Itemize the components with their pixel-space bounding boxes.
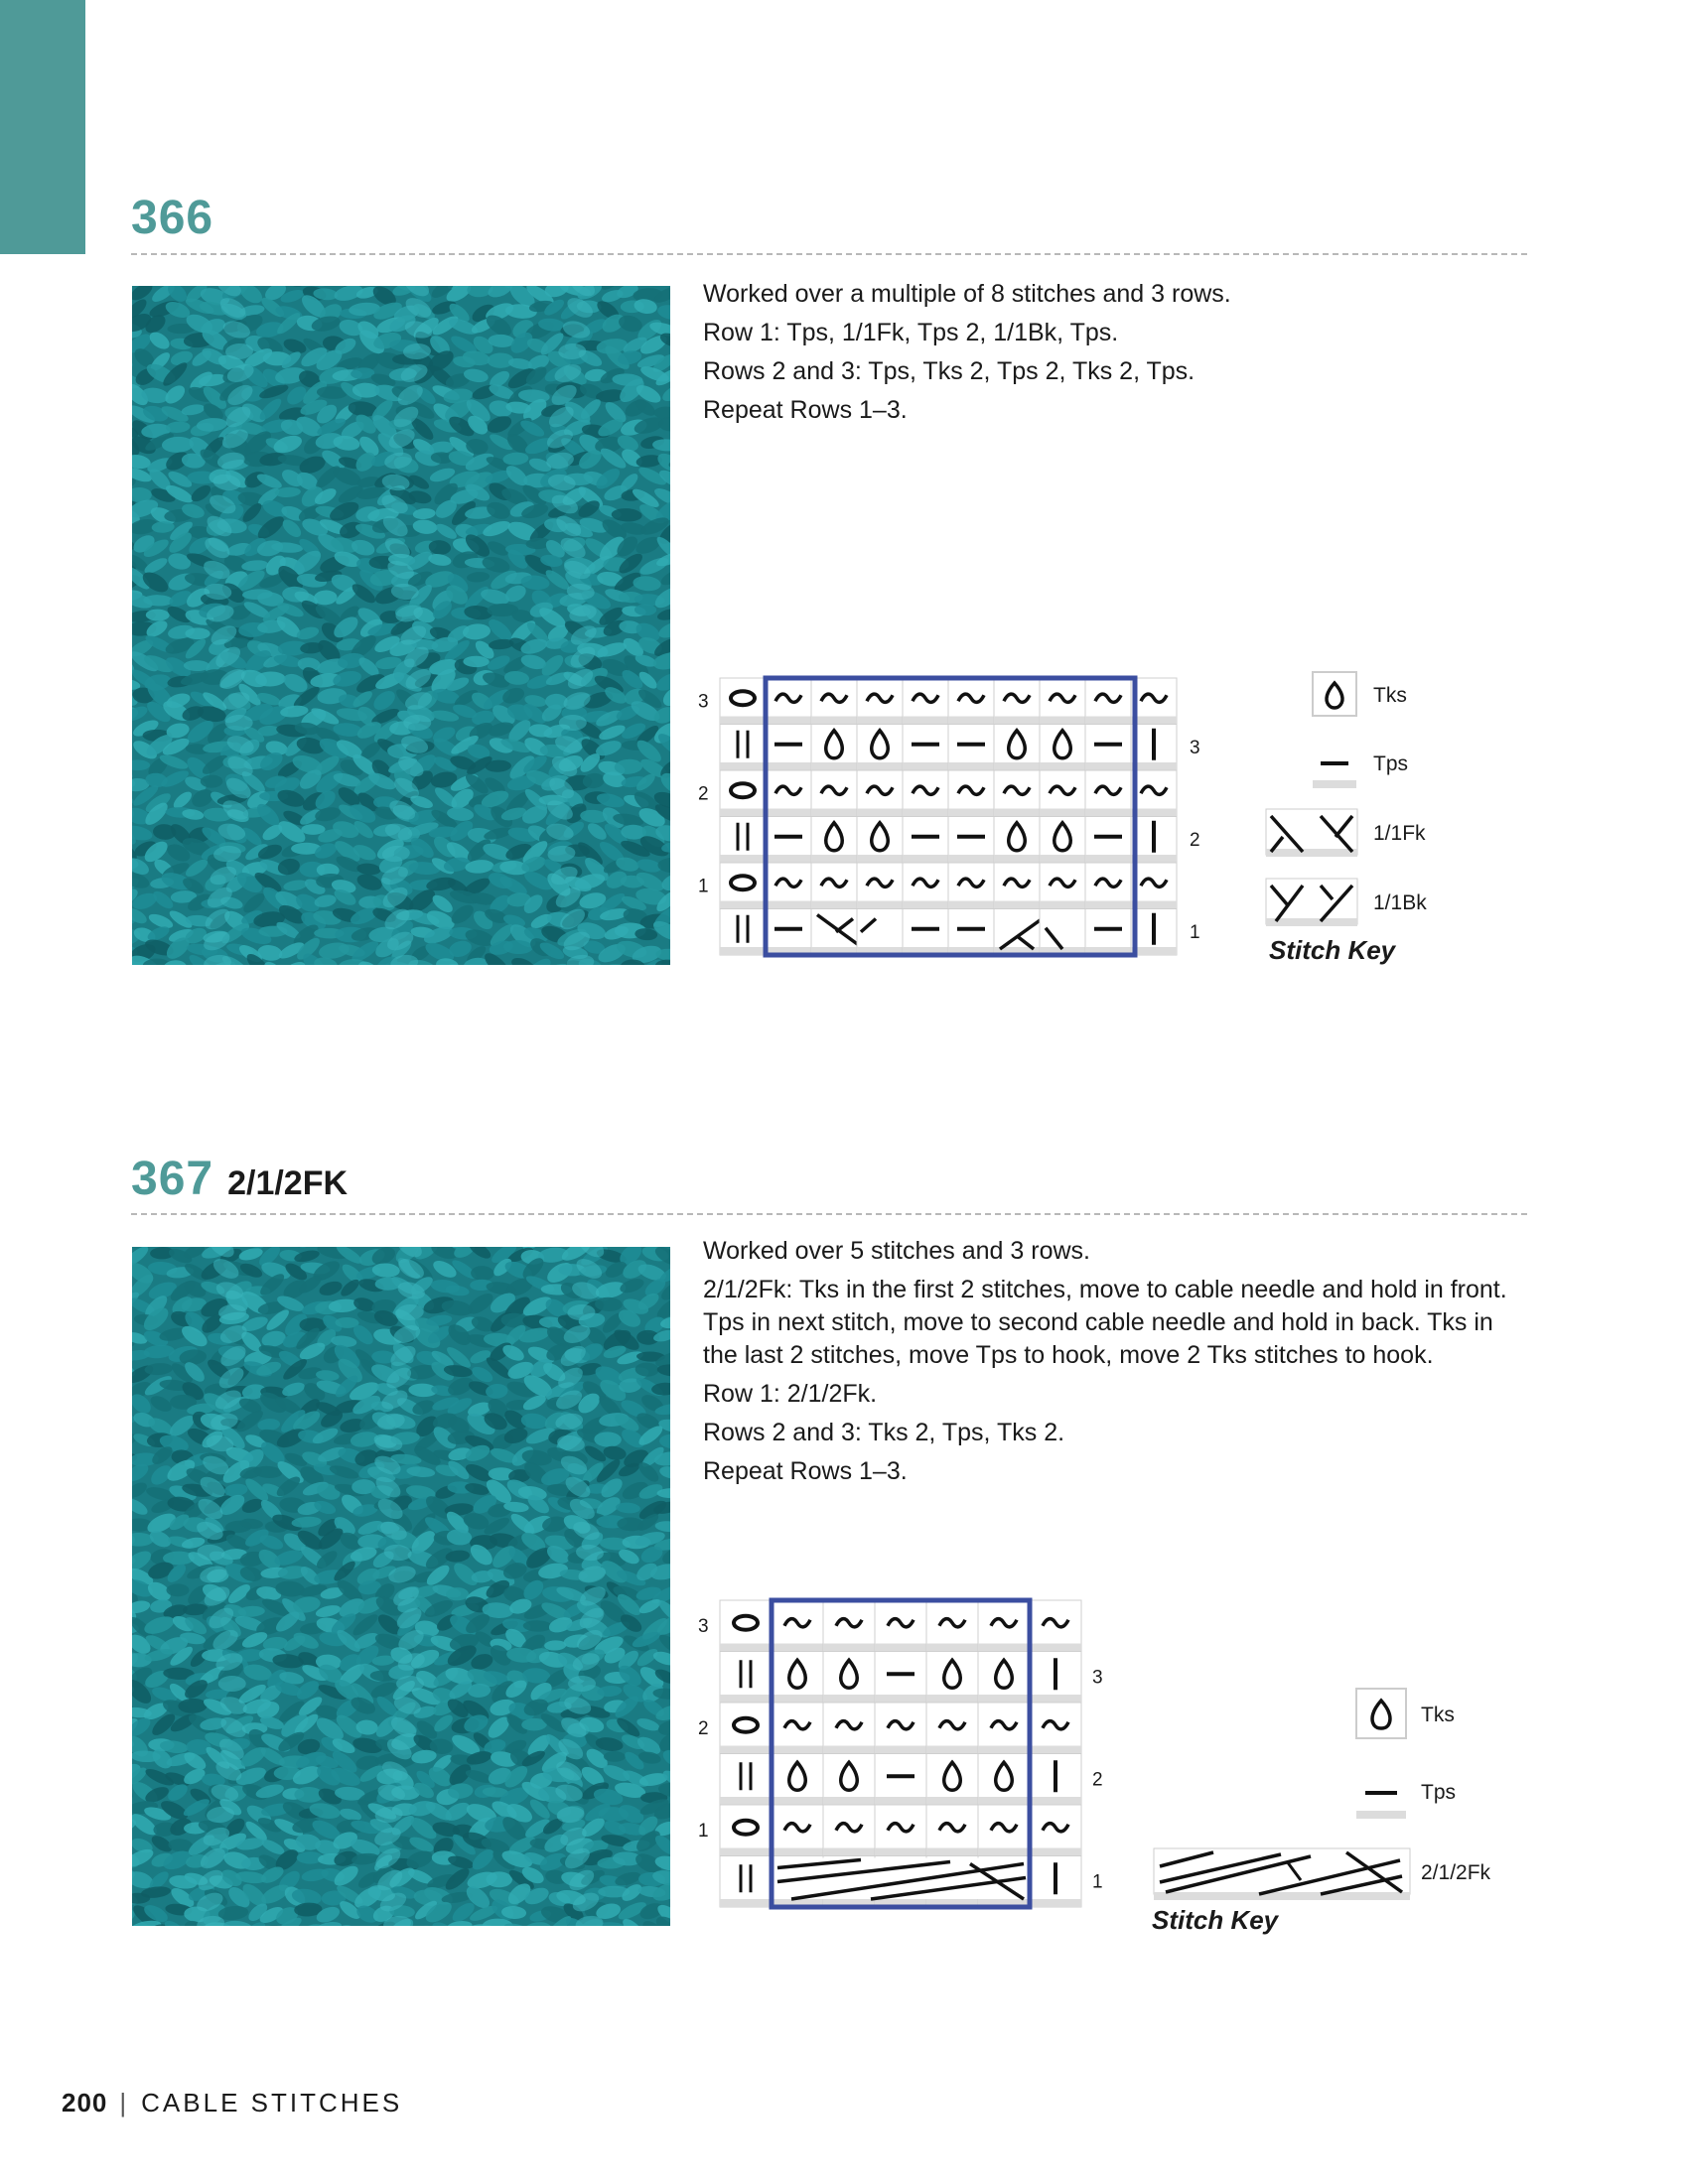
key-label-1-1bk: 1/1Bk (1373, 891, 1427, 914)
footer-section-title: CABLE STITCHES (141, 2088, 403, 2117)
stitch-key-title: Stitch Key (1152, 1905, 1279, 1935)
instruction-line: Repeat Rows 1–3. (703, 396, 908, 424)
page-number: 200 (62, 2088, 108, 2117)
row-label-left: 3 (698, 1615, 709, 1637)
row-label-right: 1 (1092, 1871, 1103, 1893)
key-label-tks: Tks (1421, 1704, 1455, 1726)
row-label-right: 1 (1190, 921, 1200, 943)
row-label-right: 2 (1092, 1769, 1103, 1791)
instruction-line: Worked over a multiple of 8 stitches and 3 rows. (703, 280, 1231, 308)
key-label-2-1-2fk: 2/1/2Fk (1421, 1861, 1491, 1884)
instruction-line: Repeat Rows 1–3. (703, 1457, 908, 1485)
row-label-right: 3 (1092, 1667, 1103, 1689)
tps-dash-icon (1356, 1767, 1406, 1819)
footer-separator: | (119, 2088, 130, 2117)
instruction-line: Worked over 5 stitches and 3 rows. (703, 1237, 1090, 1265)
instruction-line: 2/1/2Fk: Tks in the first 2 stitches, move to cable needle and hold in front. Tps in next stitch, move to second cable needle and hold in back. Tks in the last 2 stitches, move Tps to hook, move 2 Tks stitches to hook. (703, 1276, 1507, 1369)
row-label-left: 2 (698, 783, 709, 805)
row-label-left: 1 (698, 1820, 709, 1842)
section-number: 367 (131, 1153, 214, 1205)
page-footer (62, 2088, 402, 2118)
stitch-key-title: Stitch Key (1269, 935, 1396, 965)
key-label-tps: Tps (1373, 752, 1409, 775)
row-label-right: 2 (1190, 829, 1200, 851)
instruction-line: Row 1: Tps, 1/1Fk, Tps 2, 1/1Bk, Tps. (703, 319, 1119, 346)
instruction-line: Rows 2 and 3: Tks 2, Tps, Tks 2. (703, 1419, 1065, 1446)
key-label-1-1fk: 1/1Fk (1373, 822, 1426, 845)
tks-loop-icon (1356, 1689, 1406, 1738)
section-subtitle: 2/1/2FK (227, 1164, 349, 1202)
cable-2-1-2-front-icon (1154, 1848, 1410, 1900)
instruction-line: Rows 2 and 3: Tps, Tks 2, Tps 2, Tks 2, Tps. (703, 357, 1196, 385)
key-label-tks: Tks (1373, 684, 1407, 707)
row-label-right: 3 (1190, 737, 1200, 758)
row-label-left: 1 (698, 876, 709, 897)
section-number: 366 (131, 192, 214, 244)
row-label-left: 3 (698, 691, 709, 713)
key-label-tps: Tps (1421, 1781, 1457, 1804)
row-label-left: 2 (698, 1717, 709, 1739)
instruction-line: Row 1: 2/1/2Fk. (703, 1380, 878, 1408)
